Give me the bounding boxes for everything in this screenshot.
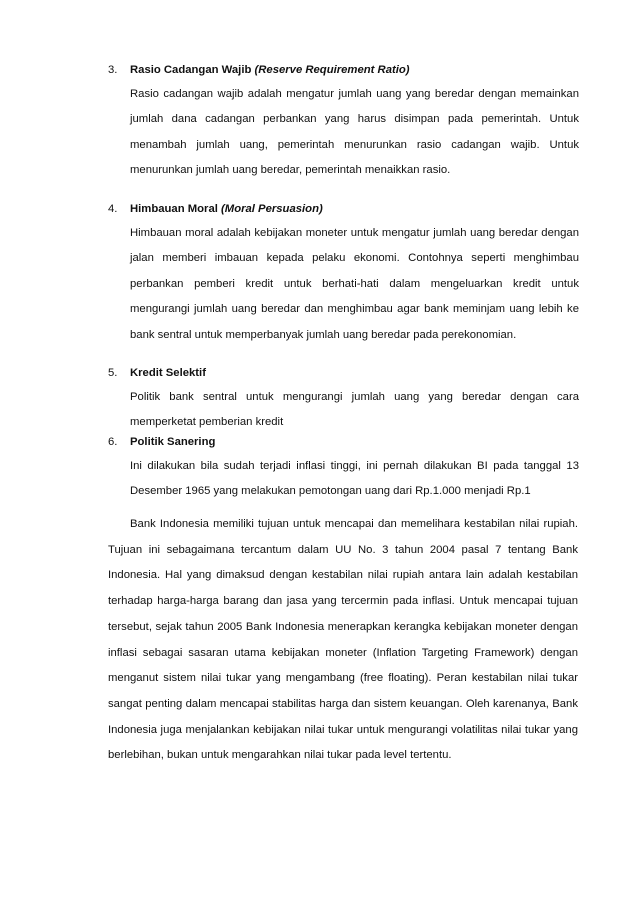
heading-subtitle: (Reserve Requirement Ratio) bbox=[254, 64, 410, 76]
list-body: Ini dilakukan bila sudah terjadi inflasi tinggi, ini pernah dilakukan BI pada tanggal 13 Desember 1965 yang melakukan pemotongan uang dari Rp.1.000 menjadi Rp.1 bbox=[130, 460, 579, 498]
list-heading bbox=[130, 436, 215, 448]
list-body: Politik bank sentral untuk mengurangi jumlah uang yang beredar dengan cara memperketat pemberian kredit bbox=[130, 391, 579, 429]
body-paragraph: Bank Indonesia memiliki tujuan untuk mencapai dan memelihara kestabilan nilai rupiah. Tujuan ini sebagaimana tercantum dalam UU No. 3 tahun 2004 pasal 7 tentang Bank Indonesia. Hal yang dimaksud dengan kestabilan nilai rupiah antara lain adalah kestabilan terhadap harga-harga barang dan jasa yang tercermin pada inflasi. Untuk mencapai tujuan tersebut, sejak tahun 2005 Bank Indonesia menerapkan kerangka kebijakan moneter dengan inflasi sebagai sasaran utama kebijakan moneter (Inflation Targeting Framework) dengan menganut sistem nilai tukar yang mengambang (free floating). Peran kestabilan nilai tukar sangat penting dalam mencapai stabilitas harga dan sistem keuangan. Oleh karenanya, Bank Indonesia juga menjalankan kebijakan nilai tukar untuk mengurangi volatilitas nilai tukar yang berlebihan, bukan untuk mengarahkan nilai tukar pada level tertentu. bbox=[108, 518, 578, 762]
list-number: 5. bbox=[108, 367, 118, 379]
list-number: 6. bbox=[108, 436, 118, 448]
heading-title: Rasio Cadangan Wajib bbox=[130, 64, 252, 76]
list-body: Himbauan moral adalah kebijakan moneter untuk mengatur jumlah uang beredar dengan jalan memberi imbauan kepada pelaku ekonomi. Contohnya seperti menghimbau perbankan pemberi kredit untuk berhati-hati dalam mengeluarkan kredit untuk mengurangi jumlah uang beredar dan menghimbau agar bank meminjam uang lebih ke bank sentral untuk memperbanyak jumlah uang beredar pada perekonomian. bbox=[130, 227, 579, 341]
list-number: 4. bbox=[108, 203, 118, 215]
heading-title: Politik Sanering bbox=[130, 436, 216, 448]
heading-title: Himbauan Moral bbox=[130, 203, 218, 215]
list-heading bbox=[130, 64, 410, 76]
list-number: 3. bbox=[108, 64, 118, 76]
heading-subtitle: (Moral Persuasion) bbox=[221, 203, 323, 215]
heading-title: Kredit Selektif bbox=[130, 367, 206, 379]
list-heading bbox=[130, 203, 323, 215]
list-heading bbox=[130, 367, 206, 379]
list-body: Rasio cadangan wajib adalah mengatur jumlah uang yang beredar dengan memainkan jumlah dana cadangan perbankan yang harus disimpan pada pemerintah. Untuk menambah jumlah uang, pemerintah menurunkan rasio cadangan wajib. Untuk menurunkan jumlah uang beredar, pemerintah menaikkan rasio. bbox=[130, 88, 579, 177]
